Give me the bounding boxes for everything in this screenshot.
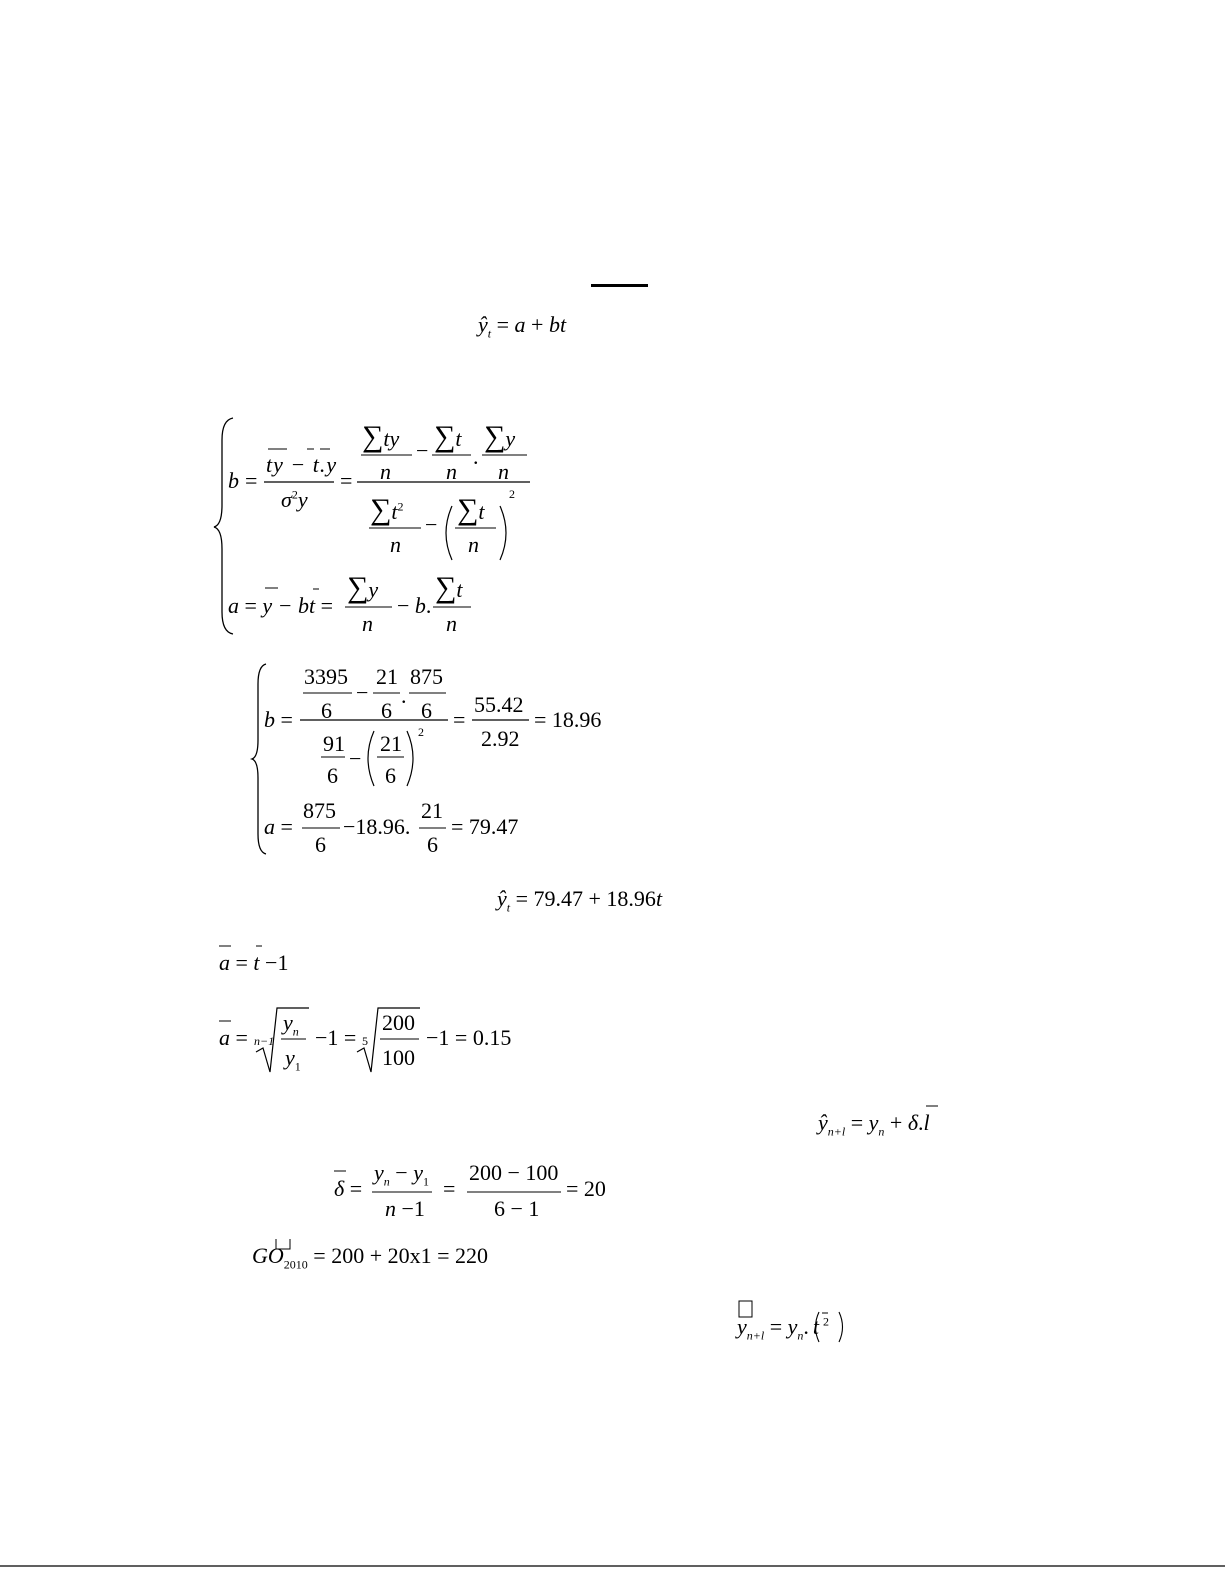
root-num: $y_n$ [283,1010,299,1039]
b-result-value: 18.96 [551,707,602,732]
root-index: n−1 [254,1034,275,1048]
den-6: 6 [385,763,396,788]
minus-b: − b. [397,593,432,618]
sum-y: ∑y [484,420,516,453]
sum-t: ∑t [434,420,462,453]
minus: − [416,438,429,463]
equation-a-bar: a = t −1 [219,950,289,975]
go-rhs: = 200 + 20x1 = 220 [313,1243,489,1268]
equation-trend-result: $ŷ_t = 79.47 + 18.96t$ [497,886,663,915]
num-21: 21 [421,798,443,823]
den-6: 6 [421,698,432,723]
n-var: n [446,611,457,636]
a-mid: −18.96. [343,814,411,839]
root-den-100: 100 [382,1045,415,1070]
num-875: 875 [303,798,336,823]
n-var: n [498,459,509,484]
exponent-2: 2 [509,487,515,501]
delta-symbol: δ = [334,1176,363,1201]
b-numeric-symbol: b = [264,707,293,732]
delta-result-value: 20 [583,1176,606,1201]
num-3395: 3395 [304,664,348,689]
go-label: GO [252,1243,284,1268]
a-bar-result: −1 = 0.15 [426,1025,512,1050]
sum-t2: $\sum t^2$ [370,493,404,526]
a-bar-result-value: 0.15 [472,1025,512,1050]
num-875: 875 [410,664,443,689]
root-index-5: 5 [362,1034,368,1048]
equation-a-bar-calc: a = [219,1025,248,1050]
b-denominator: $\sigma^2y$ [281,487,308,512]
b-symbol: b [228,468,239,493]
den-6: 6 [327,763,338,788]
sum-y: ∑y [347,571,379,604]
b-numerator: ty − t.y [266,452,338,477]
num-91: 91 [323,731,345,756]
b-result: = 18.96 [534,707,602,732]
equation-go-2010 [252,1243,488,1272]
n-var: n [380,459,391,484]
delta-den2: 6 − 1 [494,1196,540,1221]
num-21: 21 [380,731,402,756]
a-result-value: 79.47 [468,814,519,839]
equation-forecast-delta: $ŷ_{n+l} = y_n + \delta.l$ [818,1110,930,1139]
dot: . [401,683,407,708]
exponent-2: 2 [418,725,424,739]
sum-ty-over-n: ∑ty [362,420,400,453]
sum-t: ∑t [457,493,485,526]
go-sub: 2010 [283,1257,308,1272]
equals-sign: = [340,468,353,493]
den-6: 6 [381,698,392,723]
minus: − [349,746,362,771]
sum-t: ∑t [435,571,463,604]
frac-2-92: 2.92 [481,726,520,751]
equals-sign: = [245,468,258,493]
n-var: n [468,532,479,557]
n-var: n [446,459,457,484]
den-6: 6 [321,698,332,723]
dot: . [473,444,479,469]
root-den: $y_1$ [285,1045,301,1074]
a-line: a = y − bt = [228,593,334,618]
equals-sign: = [443,1176,456,1201]
a-result: = 79.47 [451,814,519,839]
n-var: n [390,532,401,557]
minus-one: −1 = [315,1025,357,1050]
minus: − [356,680,369,705]
delta-den: n −1 [385,1196,425,1221]
den-6: 6 [315,832,326,857]
num-21: 21 [376,664,398,689]
equation-forecast-growth: $y_{n+l} = y_n$. t $^2$ [737,1314,830,1343]
minus: − [425,512,438,537]
delta-num2: 200 − 100 [469,1160,559,1185]
equation-linear-trend: $ŷ_t = a$ + bt [478,312,567,341]
n-var: n [362,611,373,636]
root-num-200: 200 [382,1010,415,1035]
delta-result: = 20 [566,1176,606,1201]
frac-55-42: 55.42 [474,692,524,717]
a-numeric-symbol: a = [264,814,293,839]
equals-sign: = [453,707,466,732]
delta-num: $y_n - y_1$ [374,1160,429,1189]
den-6: 6 [427,832,438,857]
